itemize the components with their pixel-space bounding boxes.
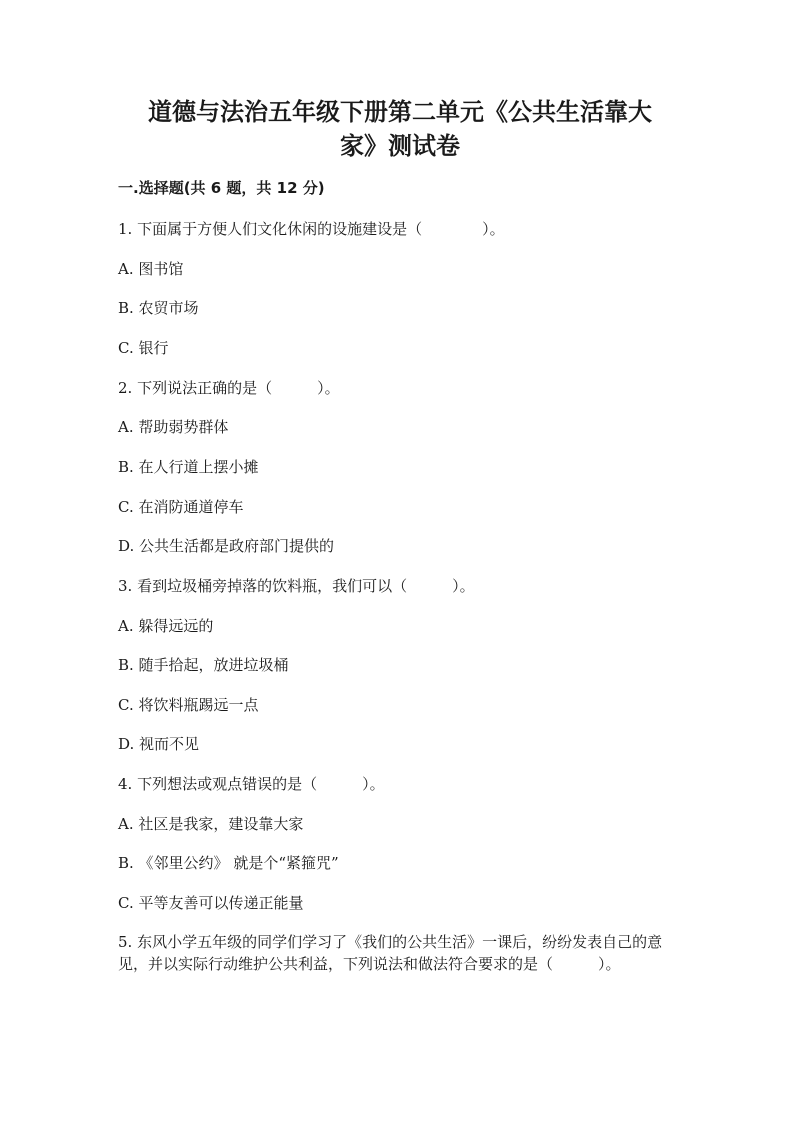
document-title [120, 95, 680, 163]
question-3-stem: 3. 看到垃圾桶旁掉落的饮料瓶，我们可以（ ）。 [118, 577, 475, 595]
question-3-option-a: A. 躲得远远的 [118, 617, 214, 635]
question-1-stem: 1. 下面属于方便人们文化休闲的设施建设是（ ）。 [118, 220, 505, 238]
question-5-stem: 5. 东风小学五年级的同学们学习了《我们的公共生活》一课后，纷纷发表自己的意见，并以实际行动维护公共利益，下列说法和做法符合要求的是（ ）。 [118, 933, 663, 973]
question-1-option-a: A. 图书馆 [118, 260, 184, 278]
question-4-option-a: A. 社区是我家，建设靠大家 [118, 815, 304, 833]
question-3-option-d: D. 视而不见 [118, 735, 200, 753]
question-1-option-b: B. 农贸市场 [118, 299, 199, 317]
question-4-option-c: C. 平等友善可以传递正能量 [118, 894, 304, 912]
question-2-option-a: A. 帮助弱势群体 [118, 418, 229, 436]
title-line-2: 家》测试卷 [340, 132, 460, 160]
title-line-1: 道德与法治五年级下册第二单元《公共生活靠大 [148, 98, 652, 126]
question-2-option-d: D. 公共生活都是政府部门提供的 [118, 537, 335, 555]
question-2-option-c: C. 在消防通道停车 [118, 498, 244, 516]
question-3-option-b: B. 随手拾起，放进垃圾桶 [118, 656, 289, 674]
question-2-option-b: B. 在人行道上摆小摊 [118, 458, 259, 476]
question-1-option-c: C. 银行 [118, 339, 169, 357]
question-4-stem: 4. 下列想法或观点错误的是（ ）。 [118, 775, 385, 793]
question-4-option-b: B. 《邻里公约》 就是个“紧箍咒” [118, 854, 339, 872]
section-heading: 一.选择题(共 6 题，共 12 分) [118, 179, 325, 197]
question-2-stem: 2. 下列说法正确的是（ ）。 [118, 379, 340, 397]
question-3-option-c: C. 将饮料瓶踢远一点 [118, 696, 259, 714]
